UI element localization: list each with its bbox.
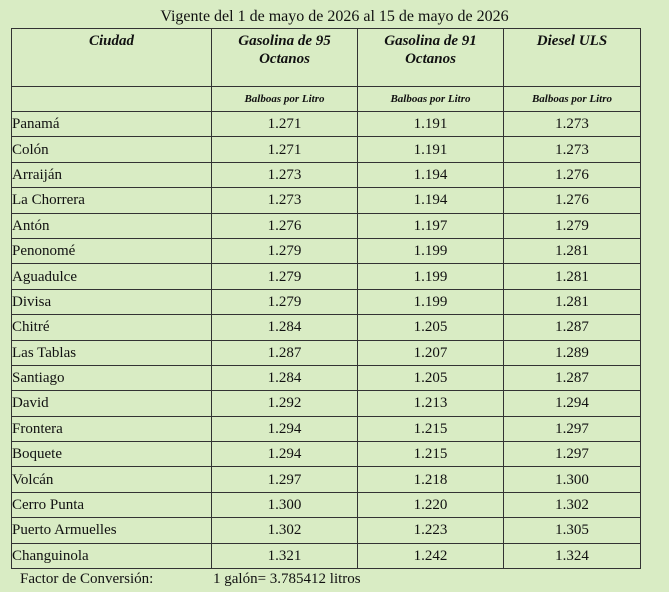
city-cell: Arraiján [12, 162, 212, 187]
gas95-price: 1.321 [212, 543, 358, 568]
gas95-price: 1.279 [212, 264, 358, 289]
conversion-value: 1 galón= 3.785412 litros [213, 571, 361, 587]
header-row [12, 29, 641, 87]
column-header-gas91: Gasolina de 91 Octanos [358, 29, 504, 87]
table-row [12, 315, 641, 340]
gas91-price: 1.194 [358, 162, 504, 187]
gas91-price: 1.215 [358, 442, 504, 467]
diesel-price: 1.305 [504, 518, 641, 543]
city-cell: Boquete [12, 442, 212, 467]
gas95-price: 1.271 [212, 112, 358, 137]
gas95-price: 1.279 [212, 289, 358, 314]
table-row [12, 543, 641, 568]
diesel-price: 1.273 [504, 112, 641, 137]
city-cell: Cerro Punta [12, 492, 212, 517]
gas91-price: 1.213 [358, 391, 504, 416]
gas95-price: 1.294 [212, 442, 358, 467]
table-row [12, 492, 641, 517]
diesel-price: 1.281 [504, 289, 641, 314]
gas91-price: 1.199 [358, 264, 504, 289]
table-row [12, 391, 641, 416]
unit-label-gas95: Balboas por Litro [212, 87, 358, 112]
conversion-label: Factor de Conversión: [20, 571, 154, 587]
gas91-price: 1.205 [358, 365, 504, 390]
table-row [12, 442, 641, 467]
table-row [12, 264, 641, 289]
gas91-price: 1.191 [358, 112, 504, 137]
gas91-price: 1.207 [358, 340, 504, 365]
diesel-price: 1.289 [504, 340, 641, 365]
gas91-price: 1.205 [358, 315, 504, 340]
column-header-diesel: Diesel ULS [504, 29, 641, 87]
gas95-price: 1.273 [212, 188, 358, 213]
diesel-price: 1.281 [504, 238, 641, 263]
unit-row [12, 87, 641, 112]
table-row [12, 518, 641, 543]
gas91-price: 1.197 [358, 213, 504, 238]
column-header-city: Ciudad [12, 29, 212, 87]
city-cell: Divisa [12, 289, 212, 314]
column-header-gas95: Gasolina de 95 Octanos [212, 29, 358, 87]
table-row [12, 188, 641, 213]
gas95-price: 1.284 [212, 365, 358, 390]
table-row [12, 365, 641, 390]
table-row [12, 213, 641, 238]
city-cell: Aguadulce [12, 264, 212, 289]
gas95-price: 1.287 [212, 340, 358, 365]
diesel-price: 1.276 [504, 188, 641, 213]
city-cell: Chitré [12, 315, 212, 340]
gas91-price: 1.199 [358, 238, 504, 263]
diesel-price: 1.297 [504, 442, 641, 467]
conversion-footer [20, 570, 361, 588]
city-cell: Colón [12, 137, 212, 162]
gas91-price: 1.223 [358, 518, 504, 543]
city-cell: Penonomé [12, 238, 212, 263]
city-cell: Santiago [12, 365, 212, 390]
table-caption: Vigente del 1 de mayo de 2026 al 15 de mayo de 2026 [160, 8, 509, 25]
gas91-price: 1.191 [358, 137, 504, 162]
city-cell: Changuinola [12, 543, 212, 568]
unit-label-diesel: Balboas por Litro [504, 87, 641, 112]
fuel-price-table [11, 28, 641, 569]
gas95-price: 1.276 [212, 213, 358, 238]
gas95-price: 1.284 [212, 315, 358, 340]
gas95-price: 1.302 [212, 518, 358, 543]
unit-cell-empty [12, 87, 212, 112]
table-row [12, 238, 641, 263]
diesel-price: 1.276 [504, 162, 641, 187]
gas91-price: 1.215 [358, 416, 504, 441]
gas95-price: 1.294 [212, 416, 358, 441]
city-cell: La Chorrera [12, 188, 212, 213]
gas91-price: 1.194 [358, 188, 504, 213]
gas95-price: 1.271 [212, 137, 358, 162]
gas91-price: 1.199 [358, 289, 504, 314]
city-cell: David [12, 391, 212, 416]
diesel-price: 1.287 [504, 365, 641, 390]
diesel-price: 1.302 [504, 492, 641, 517]
city-cell: Antón [12, 213, 212, 238]
diesel-price: 1.273 [504, 137, 641, 162]
diesel-price: 1.279 [504, 213, 641, 238]
table-row [12, 162, 641, 187]
gas95-price: 1.292 [212, 391, 358, 416]
city-cell: Frontera [12, 416, 212, 441]
city-cell: Puerto Armuelles [12, 518, 212, 543]
city-cell: Las Tablas [12, 340, 212, 365]
city-cell: Panamá [12, 112, 212, 137]
unit-label-gas91: Balboas por Litro [358, 87, 504, 112]
gas91-price: 1.242 [358, 543, 504, 568]
gas91-price: 1.218 [358, 467, 504, 492]
city-cell: Volcán [12, 467, 212, 492]
diesel-price: 1.300 [504, 467, 641, 492]
diesel-price: 1.294 [504, 391, 641, 416]
diesel-price: 1.281 [504, 264, 641, 289]
gas95-price: 1.297 [212, 467, 358, 492]
diesel-price: 1.324 [504, 543, 641, 568]
table-row [12, 467, 641, 492]
table-row [12, 289, 641, 314]
table-row [12, 340, 641, 365]
table-row [12, 112, 641, 137]
table-row [12, 137, 641, 162]
diesel-price: 1.297 [504, 416, 641, 441]
diesel-price: 1.287 [504, 315, 641, 340]
gas95-price: 1.300 [212, 492, 358, 517]
gas95-price: 1.273 [212, 162, 358, 187]
gas95-price: 1.279 [212, 238, 358, 263]
table-row [12, 416, 641, 441]
gas91-price: 1.220 [358, 492, 504, 517]
